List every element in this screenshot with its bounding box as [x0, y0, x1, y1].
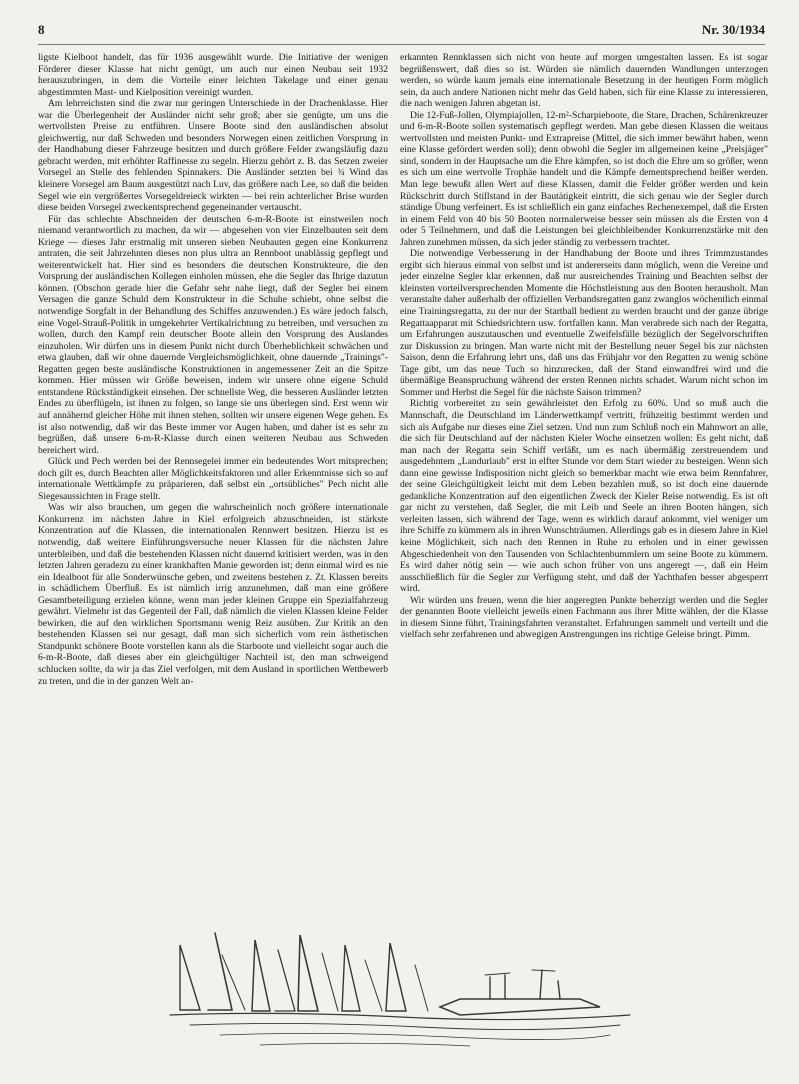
sailboat-sketch [180, 945, 200, 1010]
sailboat-sketch [298, 935, 318, 1011]
paragraph: Glück und Pech werden bei der Rennsegelei immer ein bedeutendes Wort mitsprechen; doch gilt es, durch Beachten aller Möglichkeitsfaktoren und aller Erkenntnisse sich so auf internationale Wettkämpfe zu präparieren, daß selbst ein „ortsübliches" Pech nicht alle Siegesaussichten in Frage stellt. [38, 456, 388, 502]
sailboat-sketch [322, 953, 338, 1011]
paragraph: Wir würden uns freuen, wenn die hier angeregten Punkte beherzigt werden und die Segler der genannten Boote vielleicht jeweils einen Fachmann aus ihrer Mitte wählen, der die Klasse in diesem Sinne führt, Trainingsfahrten veranstaltet. Erfahrungen sammelt und verteilt und die vielfach sehr zerfahrenen und abwegigen Anstrengungen ins richtige Geleise bringt. Pimm. [400, 594, 768, 641]
issue-number: Nr. 30/1934 [701, 22, 765, 37]
left-column [38, 52, 388, 910]
steamship-sketch [485, 970, 555, 975]
paragraph: Für das schlechte Abschneiden der deutschen 6-m-R-Boote ist einstweilen noch niemand verantwortlich zu machen, da wir — abgesehen von vier Einzelbauten seit dem Kriege — dieses Jahr erstmalig mit unseren sieben Neubauten gegen eine Konkurrenz antraten, die seit Jahrzehnten dieses non plus ultra an Rennboot unablässig gepflegt und weiterentwickelt hat. Hier sind es besonders die deutschen Konstrukteure, die den Vorsprung der ausländischen Kollegen einholen müssen, ehe die Segler das Ihrige dazutun können. (Obschon gerade hier die Gefahr sehr nahe liegt, daß der Segler bei einem Versagen die ganze Schuld dem Konstrukteur in die Schuhe schiebt, ohne selbst die notwendige Sorgfalt in der Behandlung des Schiffes anzuwenden.) Es wäre jedoch falsch, eine Vogel-Strauß-Politik in umgekehrter Vertikalrichtung zu betreiben, und versuchen zu wollen, durch den Kampf rein deutscher Boote allein den Vorsprung des Auslandes einzuholen. Wir dürfen uns in diesem Punkt nicht durch Überheblichkeit schwächen und etwa glauben, daß wir ohne dauernde Vergleichsmöglichkeit, ohne dauernde „Trainings"-Regatten gegen beste ausländische Konstruktionen in angemessener Zeit an die Spitze kommen. Hier müssen wir Größe beweisen, indem wir unsere ohne eigene Schuld entstandene Rückständigkeit einsehen. Der schnellste Weg, die besseren Ausländer letzten Endes zu überflügeln, ist ihnen zu folgen, so lange sie uns überlegen sind. Erst wenn wir auf annähernd gleicher Höhe mit ihnen stehen, sollten wir unsere eigenen Wege gehen. Es ist also notwendig, daß wir das Beste immer vor Augen haben, und daher ist es sehr zu begrüßen, daß unsere 6-m-R-Klasse durch einen weiteren Neubau aus Schweden bereichert wird. [38, 213, 388, 456]
sailboat-sketch [386, 943, 406, 1011]
water-strokes [220, 1033, 610, 1039]
paragraph: Am lehrreichsten sind die zwar nur geringen Unterschiede in der Drachenklasse. Hier war die Überlegenheit der Ausländer nicht sehr groß; aber sie genügte, um uns die wertvollsten Preise zu entführen. Unsere Boote sind den ausländischen absolut gleichwertig, nur daß Schweden und besonders Norwegen einen zeitlichen Vorsprung in der Handhabung dieser Fahrzeuge besitzen und durch größere Felder zwangsläufig dazu gebracht werden, mit erhöhter Raffinesse zu segeln. Hierzu gehört z. B. das Setzen zweier Vorsegel an Stelle des fehlenden Spinnakers. Die Ausländer setzten bei ¾ Wind das kleinere Vorsegel am Baum ausgestützt nach Luv, das größere nach Lee, so daß die beiden Segel wie ein vergrößertes Vorsegeldreieck wirkten — bei rein achterlicher Brise wurden diese beiden Vorsegel zweckentsprechend gegeneinander vertauscht. [38, 98, 388, 214]
sailboat-sketch [342, 945, 360, 1011]
page-header [38, 22, 765, 44]
steamship-sketch [440, 999, 600, 1015]
water-strokes [260, 1043, 470, 1046]
steamship-sketch [490, 970, 560, 999]
paragraph: Die 12-Fuß-Jollen, Olympiajollen, 12-m²-Scharpieboote, die Stare, Drachen, Schärenkreuzer und 6-m-R-Boote sollen systematisch gepflegt werden. Man gebe diesen Klassen die weitaus wertvollsten und meisten Punkt- und Extrapreise (Mittel, die sich immer bewährt haben, wenn eine Klasse gefördert werden soll); denn obwohl die Segler im allgemeinen keine „Preisjäger" sind, sondern in der Hauptsache um die Ehre kämpfen, so ist doch die Ehre um so größer, wenn es sich um eine wertvolle Trophäe handelt und die Kämpfe dementsprechend heißer werden. Man lege bewußt allen Wert auf diese Klassen, damit die Felder größer werden und kein Rückschritt durch Stillstand in der Bautätigkeit eintritt, die sich genau wie der Segler durch ständige Übung verfeinert. Es ist schließlich ein ganz einfaches Rechenexempel, daß die Ersten in einem Feld von 40 bis 50 Booten normalerweise besser sein müssen als die Ersten von 4 oder 5 Teilnehmern, und daß die Leistungen bei gleichbleibender Konkurrenzstärke mit den Jahren zunehmen müssen, da sich jeder ständig zu verbessern trachtet. [400, 109, 768, 248]
paragraph: Was wir also brauchen, um gegen die wahrscheinlich noch größere internationale Konkurrenz im nächsten Jahre in Kiel erfolgreich abzuschneiden, ist stärkste Konzentration auf die Klassen, die internationalen Rennwert besitzen. Hierzu ist es notwendig, daß weitere Einführungsversuche neuer Klassen für die nächsten Jahre unterbleiben, und daß die bestehenden Klassen nicht dauernd kritisiert werden, was in den letzten Jahren geradezu zu einer krankhaften Manie geworden ist; denn einmal wird es nie ein Idealboot für alle Sonderwünsche geben, und zweitens bestehen z. Zt. Klassen bereits in schädlichem Überfluß. Es ist nämlich irrig anzunehmen, daß man eine größere Gesamtbeteiligung erzielen könne, wenn man jeder kleinen Gruppe ein Spezialfahrzeug gewährt. Vielmehr ist das Gegenteil der Fall, daß nämlich die vielen Klassen kleine Felder bewirken, die auf den wirklichen Sportsmann wenig Reiz ausüben. Zur Kritik an den bestehenden Klassen sei nur gesagt, daß man sich sicherlich vom rein ästhetischen Standpunkt schönere Boote vorstellen kann als die Starboote und vielleicht sogar auch die 6-m-R-Boote, daß dieses aber ein gleichgültiger Nachteil ist, den man schweigend schlucken sollte, da wir ja das Ziel verfolgen, mit dem Ausland in sportlichen Wettbewerb zu treten, und die in der ganzen Welt an- [38, 502, 388, 687]
paragraph: ligste Kielboot handelt, das für 1936 ausgewählt wurde. Die Initiative der wenigen Förderer dieser Klasse hat nicht genügt, um auch nur einen Neubau seit 1932 herauszubringen, in dem die Vorteile einer leichten Takelage und einer genau abgestimmten Mast- und Kielposition vereinigt wurden. [38, 52, 388, 98]
page-number: 8 [38, 22, 45, 37]
sailboat-sketch [252, 940, 270, 1011]
paragraph: Die notwendige Verbesserung in der Handhabung der Boote und ihres Trimmzustandes ergibt sich hieraus einmal von selbst und ist andererseits dann möglich, wenn die Vereine und jeder einzelne Segler klar erkennen, daß nur ausreichendes Training und Beachten selbst der kleinsten vorteilversprechenden Momente die Höchstleistung aus den Booten herausholt. Man veranstalte daher außerhalb der offiziellen Verbandsregatten ganz zwanglos wöchentlich einmal eine Trainingsregatta, zu der nur der Startball bedient zu werden braucht und der ganze übrige Regattaapparat mit Schiedsrichtern usw. fortfallen kann. Man verabrede sich nach der Regatta, um Erfahrungen auszutauschen und eventuelle Zweifelsfälle bezüglich der Segelvorschriften zur Diskussion zu bringen. Man warte nicht mit der Bestellung neuer Segel bis zur nächsten Saison, denn die Erfahrung lehrt uns, daß uns das Frühjahr vor den Regatten zu wenig schöne Tage gibt, um das neue Tuch so hinzurecken, daß der Stand einwandfrei wird und die übermäßige Beanspruchung während der ersten Rennen nichts schadet. Warum nicht schon im Sommer und Herbst die Segel für die nächste Saison trimmen? [400, 248, 768, 398]
paragraph: Richtig vorbereitet zu sein gewährleistet den Erfolg zu 60%. Und so muß auch die Mannschaft, die Deutschland im Länderwettkampf vertritt, frühzeitig bestimmt werden und sich als Aufgabe nur dieses eine Ziel setzen. Und nun zum Schluß noch ein Mahnwort an alle, die sich für Deutschland auf der nächsten Kieler Woche einsetzen wollen: Es geht nicht, daß man nach der Regatta sein Schiff verläßt, um es nach übermäßig zerstreuendem und ausgedehntem „Landurlaub" erst in elfter Stunde vor dem Start wieder zu besteigen. Wenn sich dann eine gewisse Indisposition nicht gleich so bemerkbar macht wie etwa beim Rennfahrer, der seine Gleichgültigkeit leicht mit dem Leben bezahlen muß, so ist doch eine dauernde gedankliche Konzentration auf den eigentlichen Zweck der Kieler Reise notwendig. Es ist oft gar nicht zu verstehen, daß Segler, die mit Leib und Seele an ihren Booten hängen, sich verleiten lassen, sich während der Tage, wenn es wirklich darauf ankommt, viel weniger um ihre Schiffe zu kümmern als in ihren Wunschträumen. Allerdings gab es in diesem Jahre in Kiel keine Möglichkeit, sich nach den Rennen in Ruhe zu erholen und in einer gewissen Abgeschiedenheit von den Tausenden von Schlachtenbummlern um seine Boote zu kümmern. Es wird daher nötig sein — wie auch schon früher von uns angeregt —, daß ein Heim ausschließlich für die Segler zur Verfügung steht, und daß der Yachthafen besser abgesperrt wird. [400, 398, 768, 595]
harbor-sketch-illustration [160, 915, 640, 1055]
water-strokes [190, 1023, 620, 1029]
sailboat-sketch [275, 950, 295, 1011]
header-rule [38, 44, 765, 45]
paragraph: erkannten Rennklassen sich nicht von heute auf morgen umgestalten lassen. Es ist sogar begrüßenswert, daß dies so ist. Würden sie nämlich dauernden Wandlungen unterzogen werden, so würde kaum jemals eine internationale Besetzung in der heutigen Form möglich sein, da auch andere Nationen nicht mehr das Geld haben, sich für eine Klasse zu interessieren, die nach wenigen Jahren abgetan ist. [400, 52, 768, 110]
sailboat-sketch [365, 960, 382, 1011]
water-strokes [170, 1013, 630, 1019]
sailboat-sketch [415, 965, 428, 1011]
right-column [400, 52, 768, 762]
